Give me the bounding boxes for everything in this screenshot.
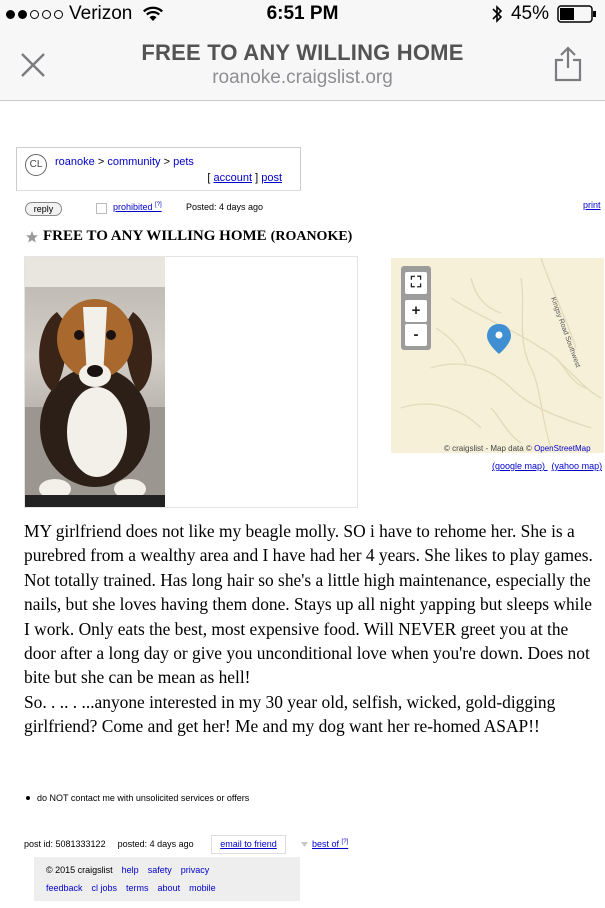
battery-icon <box>557 5 597 23</box>
posting-image-frame <box>24 256 358 508</box>
map-pin-icon[interactable] <box>487 324 511 354</box>
footer-row-2 <box>46 883 216 893</box>
breadcrumb-separator: > <box>97 156 105 168</box>
post-id: post id: 5081333122 <box>24 839 106 849</box>
zoom-out-button[interactable]: - <box>405 324 427 346</box>
google-map-link[interactable]: (google map) <box>492 461 546 471</box>
location-map[interactable] <box>391 258 604 453</box>
prohibited-help[interactable]: [?] <box>155 202 162 208</box>
post-posted: posted: 4 days ago <box>117 839 194 849</box>
account-links: [ account ] post <box>207 172 282 184</box>
footer-row-1 <box>46 865 209 875</box>
map-links <box>488 461 602 471</box>
copyright: © 2015 craigslist <box>46 865 113 875</box>
contact-notice <box>26 793 249 803</box>
posting-paragraph: MY girlfriend does not like my beagle molly. SO i have to rehome her. She is a purebred from a wealthy area and I have had her 4 years. She likes to play games. Not totally trained. Has long hair so she's a little high maintenance, especially the nails, but she loves having them done. Stays up all night yapping but sleeps while I work. Only eats the best, most expensive food. Will NEVER greet you at the door after a long day or give you unconditional love when you're down. Does not bite but she can be mean as hell! <box>24 521 593 688</box>
posting-title-text: FREE TO ANY WILLING HOME <box>43 228 267 244</box>
triangle-down-icon <box>301 842 308 847</box>
star-icon[interactable] <box>25 230 39 244</box>
posting-body <box>24 519 602 739</box>
bullet-icon <box>26 796 30 800</box>
craigslist-header <box>16 147 301 191</box>
posting-region: (ROANOKE) <box>270 228 353 244</box>
reply-button[interactable]: reply <box>25 202 62 216</box>
bluetooth-icon <box>491 4 503 24</box>
status-right <box>491 3 597 25</box>
breadcrumb-roanoke[interactable]: roanoke <box>55 156 95 168</box>
map-controls <box>401 266 431 350</box>
account-link[interactable]: account <box>213 172 253 184</box>
email-friend-button[interactable]: email to friend <box>211 835 286 854</box>
footer-safety-link[interactable]: safety <box>147 865 172 875</box>
footer-privacy-link[interactable]: privacy <box>180 865 210 875</box>
map-attribution-prefix: © craigslist - Map data © <box>444 444 532 453</box>
footer-feedback-link[interactable]: feedback <box>46 883 83 893</box>
breadcrumb-community[interactable]: community <box>107 156 161 168</box>
prohibited-link[interactable] <box>113 202 162 212</box>
map-road-label: Kingsy Road Southwest <box>549 296 582 369</box>
footer-mobile-link[interactable]: mobile <box>189 883 216 893</box>
breadcrumb-separator: > <box>163 156 171 168</box>
best-of-label: best of <box>312 839 340 849</box>
best-of-help[interactable]: [?] <box>341 839 349 845</box>
breadcrumb-pets[interactable]: pets <box>173 156 194 168</box>
prohibited-checkbox[interactable] <box>96 203 107 214</box>
site-footer <box>34 857 300 901</box>
contact-notice-text: do NOT contact me with unsolicited services or offers <box>37 793 250 803</box>
footer-terms-link[interactable]: terms <box>126 883 149 893</box>
post-meta <box>24 839 194 849</box>
battery-percent: 45% <box>510 3 549 24</box>
browser-chrome <box>0 0 605 101</box>
beagle-photo[interactable] <box>25 257 165 507</box>
openstreetmap-link[interactable]: OpenStreetMap <box>534 444 591 453</box>
zoom-in-button[interactable]: + <box>405 300 427 322</box>
prohibited-label: prohibited <box>113 202 153 212</box>
breadcrumb <box>55 156 194 168</box>
post-link[interactable]: post <box>261 172 282 184</box>
page-title: FREE TO ANY WILLING HOME <box>141 40 464 65</box>
best-of-link[interactable] <box>312 839 348 849</box>
map-attribution <box>444 444 591 453</box>
share-icon[interactable] <box>553 46 583 82</box>
posted-date: Posted: 4 days ago <box>186 202 264 212</box>
posting-paragraph: So. . .. . ...anyone interested in my 30 year old, selfish, wicked, gold-digging girlfriend? Come and get her! Me and my dog want her re-homed ASAP!! <box>24 691 556 737</box>
footer-cl-jobs-link[interactable]: cl jobs <box>91 883 118 893</box>
carrier-name: Verizon <box>69 3 133 24</box>
fullscreen-icon[interactable]: ⛶ <box>405 272 427 294</box>
status-time: 6:51 PM <box>266 3 339 24</box>
status-bar <box>0 0 605 28</box>
footer-about-link[interactable]: about <box>157 883 181 893</box>
page-url[interactable]: roanoke.craigslist.org <box>212 67 393 88</box>
print-link[interactable]: print <box>583 200 601 210</box>
posting-title <box>25 228 352 245</box>
yahoo-map-link[interactable]: (yahoo map) <box>551 461 603 471</box>
craigslist-logo[interactable]: CL <box>25 154 47 176</box>
footer-help-link[interactable]: help <box>121 865 139 875</box>
